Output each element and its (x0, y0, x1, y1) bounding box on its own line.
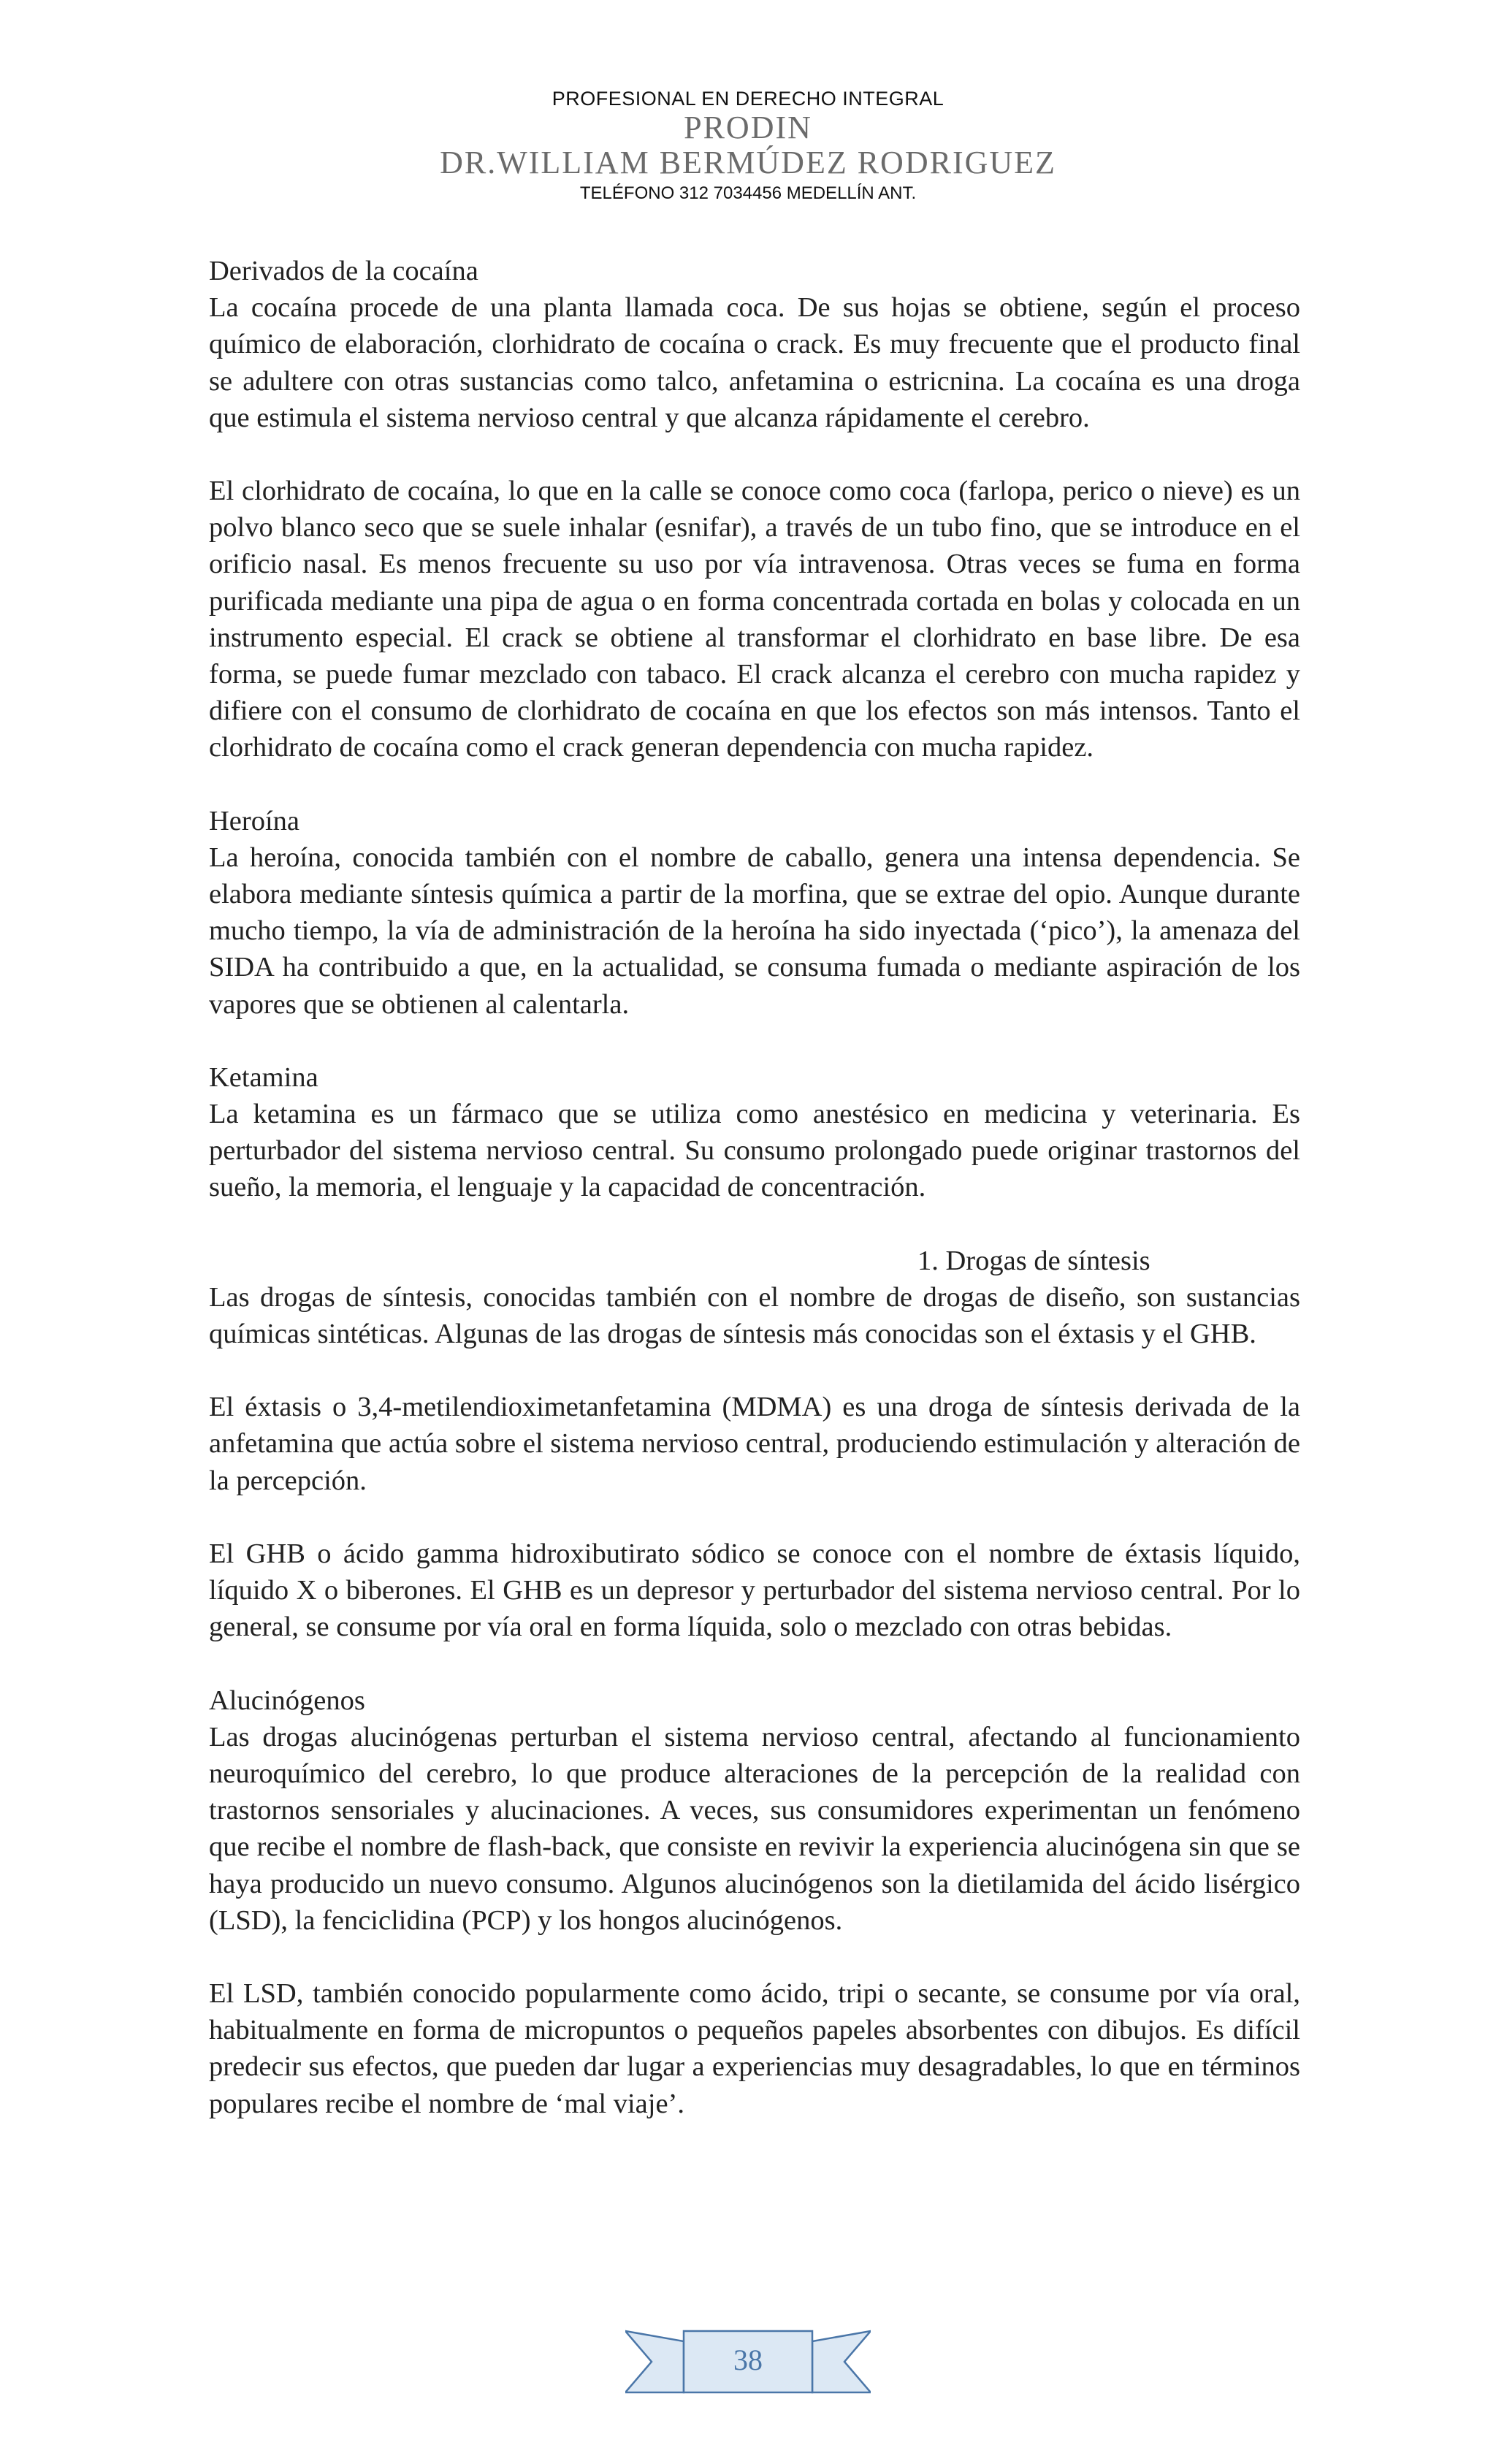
section-heading: Ketamina (209, 1061, 318, 1093)
section-cocaina (209, 253, 1300, 436)
document-body (209, 253, 1300, 2159)
document-header (0, 86, 1496, 206)
paragraph: La ketamina es un fármaco que se utiliza como anestésico en medicina y veterinaria. Es perturbador del sistema nervioso central. Su consumo prolongado puede originar trastornos del sueño, la memoria, el lenguaje y la capacidad de concentración. (209, 1099, 1300, 1203)
paragraph: El GHB o ácido gamma hidroxibutirato sódico se conoce con el nombre de éxtasis líquido, líquido X o biberones. El GHB es un depresor y perturbador del sistema nervioso central. Por lo general, se consume por vía oral en forma líquida, solo o mezclado con otras bebidas. (209, 1538, 1300, 1643)
header-brand: PRODIN (684, 110, 812, 145)
page-footer (625, 2325, 871, 2398)
section-alucinogenos-lsd (209, 1975, 1300, 2122)
numbered-heading: 1. Drogas de síntesis (917, 1245, 1150, 1276)
paragraph: El LSD, también conocido popularmente como ácido, tripi o secante, se consume por vía oral, habitualmente en forma de micropuntos o pequeños papeles absorbentes con dibujos. Es difícil predecir sus efectos, que pueden dar lugar a experiencias muy desagradables, lo que en términos populares recibe el nombre de ‘mal viaje’. (209, 1977, 1300, 2119)
header-org: PROFESIONAL EN DERECHO INTEGRAL (552, 88, 944, 110)
section-heading: Alucinógenos (209, 1685, 365, 1716)
section-alucinogenos (209, 1682, 1300, 1939)
section-cocaina-cont (209, 473, 1300, 766)
section-sintesis-ghb (209, 1536, 1300, 1646)
section-heading: Heroína (209, 805, 299, 836)
header-phone: TELÉFONO 312 7034456 MEDELLÍN ANT. (579, 183, 917, 203)
section-sintesis (209, 1243, 1300, 1353)
page-number: 38 (733, 2343, 763, 2376)
paragraph: La cocaína procede de una planta llamada coca. De sus hojas se obtiene, según el proceso químico de elaboración, clorhidrato de cocaína o crack. Es muy frecuente que el producto final se adultere con otras sustancias como talco, anfetamina o estricnina. La cocaína es una droga que estimula el sistema nervioso central y que alcanza rápidamente el cerebro. (209, 292, 1300, 433)
section-heroina (209, 803, 1300, 1023)
section-sintesis-extasis (209, 1389, 1300, 1499)
section-ketamina (209, 1059, 1300, 1206)
header-name: DR.WILLIAM BERMÚDEZ RODRIGUEZ (440, 145, 1056, 180)
section-heading: Derivados de la cocaína (209, 256, 478, 286)
paragraph: La heroína, conocida también con el nombre de caballo, genera una intensa dependencia. Se elabora mediante síntesis química a partir de la morfina, que se extrae del opio. Aunque durante mucho tiempo, la vía de administración de la heroína ha sido inyectada (‘pico’), la amenaza del SIDA ha contribuido a que, en la actualidad, se consuma fumada o mediante aspiración de los vapores que se obtienen al calentarla. (209, 842, 1300, 1020)
paragraph: Las drogas de síntesis, conocidas también con el nombre de drogas de diseño, son sustancias químicas sintéticas. Algunas de las drogas de síntesis más conocidas son el éxtasis y el GHB. (209, 1281, 1300, 1350)
paragraph: Las drogas alucinógenas perturban el sistema nervioso central, afectando al funcionamiento neuroquímico del cerebro, lo que produce alteraciones de la percepción de la realidad con trastornos sensoriales y alucinaciones. A veces, sus consumidores experimentan un fenómeno que recibe el nombre de flash-back, que consiste en revivir la experiencia alucinógena sin que se haya producido un nuevo consumo. Algunos alucinógenos son la dietilamida del ácido lisérgico (LSD), la fenciclidina (PCP) y los hongos alucinógenos. (209, 1721, 1300, 1936)
paragraph: El clorhidrato de cocaína, lo que en la calle se conoce como coca (farlopa, perico o nieve) es un polvo blanco seco que se suele inhalar (esnifar), a través de un tubo fino, que se introduce en el orificio nasal. Es menos frecuente su uso por vía intravenosa. Otras veces se fuma en forma purificada mediante una pipa de agua o en forma concentrada cortada en bolas y colocada en un instrumento especial. El crack se obtiene al transformar el clorhidrato en base libre. De esa forma, se puede fumar mezclado con tabaco. El crack alcanza el cerebro con mucha rapidez y difiere con el consumo de clorhidrato de cocaína en que los efectos son más intensos. Tanto el clorhidrato de cocaína como el crack generan dependencia con mucha rapidez. (209, 476, 1300, 763)
paragraph: El éxtasis o 3,4-metilendioximetanfetamina (MDMA) es una droga de síntesis derivada de la anfetamina que actúa sobre el sistema nervioso central, produciendo estimulación y alteración de la percepción. (209, 1392, 1300, 1496)
